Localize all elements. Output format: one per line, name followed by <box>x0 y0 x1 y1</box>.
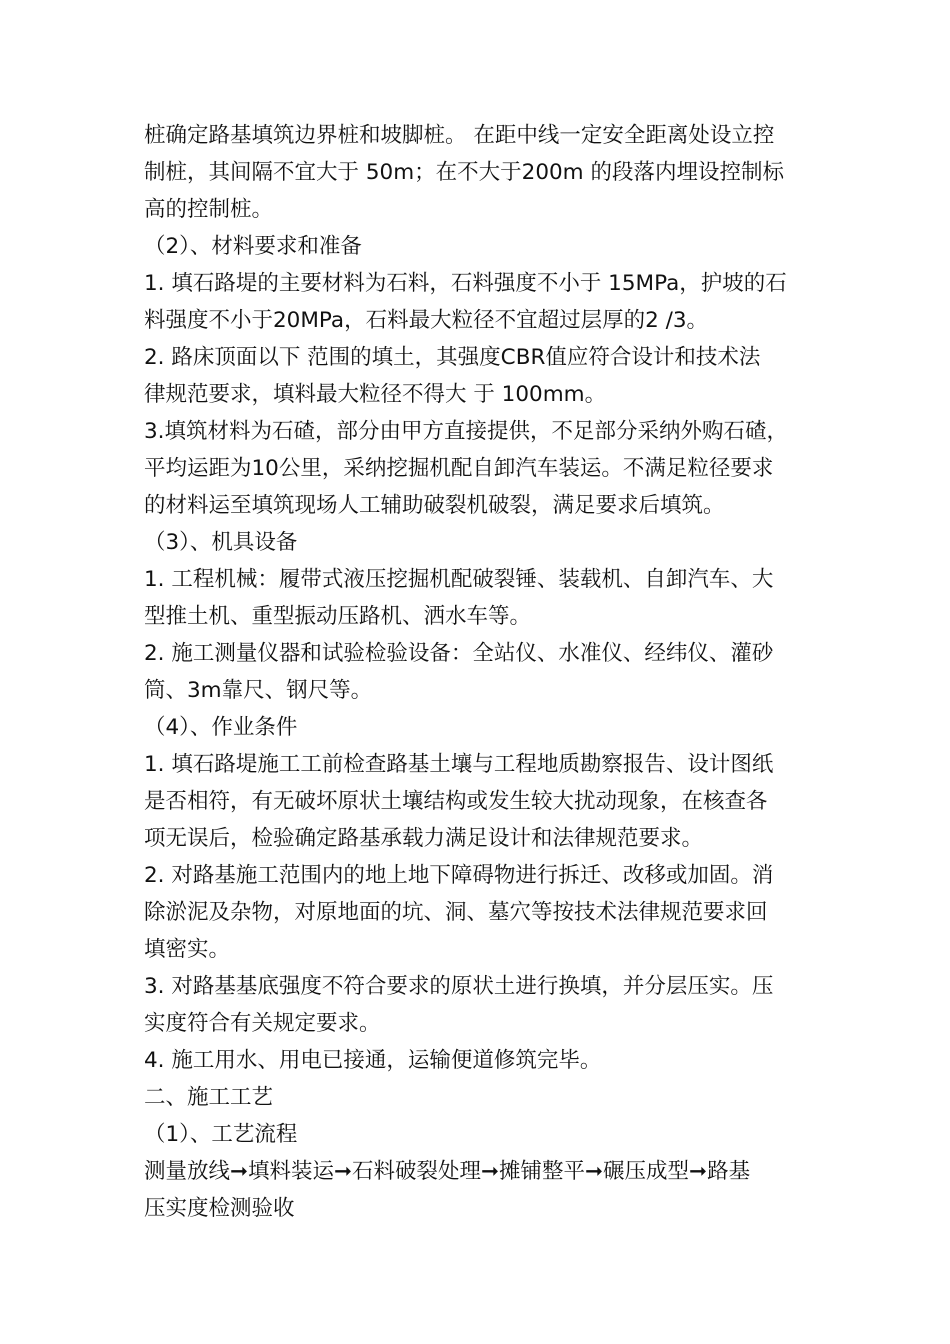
text-line: 2. 对路基施工范围内的地上地下障碍物进行拆迁、改移或加固。消 <box>144 863 774 888</box>
chapter-heading-process: 二、施工工艺 <box>144 1085 274 1110</box>
text-line: 是否相符，有无破坏原状土壤结构或发生较大扰动现象，在核查各 <box>144 789 768 814</box>
section-heading-conditions: （4）、作业条件 <box>144 715 298 740</box>
text-line: 除淤泥及杂物，对原地面的坑、洞、墓穴等按技术法律规范要求回 <box>144 900 768 925</box>
text-line: 平均运距为10公里，采纳挖掘机配自卸汽车装运。不满足粒径要求 <box>144 456 774 481</box>
text-line: 制桩，其间隔不宜大于 50m；在不大于200m 的段落内埋设控制标 <box>144 160 784 185</box>
text-line: 4. 施工用水、用电已接通，运输便道修筑完毕。 <box>144 1048 602 1073</box>
text-line: 3.填筑材料为石碴，部分由甲方直接提供，不足部分采纳外购石碴， <box>144 419 789 444</box>
text-line: 项无误后，检验确定路基承载力满足设计和法律规范要求。 <box>144 826 704 851</box>
text-line: 料强度不小于20MPa，石料最大粒径不宜超过层厚的2 /3。 <box>144 308 709 333</box>
section-heading-equipment: （3）、机具设备 <box>144 530 298 555</box>
text-line: 填密实。 <box>144 937 231 962</box>
text-line: 的材料运至填筑现场人工辅助破裂机破裂，满足要求后填筑。 <box>144 493 725 518</box>
text-line: 桩确定路基填筑边界桩和坡脚桩。 在距中线一定安全距离处设立控 <box>144 123 775 148</box>
text-line: 实度符合有关规定要求。 <box>144 1011 381 1036</box>
section-heading-materials: （2）、材料要求和准备 <box>144 234 362 259</box>
text-line: 2. 路床顶面以下 范围的填土，其强度CBR值应符合设计和技术法 <box>144 345 761 370</box>
text-line: 型推土机、重型振动压路机、洒水车等。 <box>144 604 532 629</box>
section-heading-flow: （1）、工艺流程 <box>144 1122 298 1147</box>
text-line: 筒、3m靠尺、钢尺等。 <box>144 678 373 703</box>
text-line: 3. 对路基基底强度不符合要求的原状土进行换填，并分层压实。压 <box>144 974 774 999</box>
text-line: 2. 施工测量仪器和试验检验设备：全站仪、水准仪、经纬仪、灌砂 <box>144 641 774 666</box>
text-line: 高的控制桩。 <box>144 197 274 222</box>
process-flow-line: 压实度检测验收 <box>144 1196 295 1221</box>
text-line: 律规范要求，填料最大粒径不得大 于 100mm。 <box>144 382 607 407</box>
text-line: 1. 填石路堤施工工前检查路基土壤与工程地质勘察报告、设计图纸 <box>144 752 774 777</box>
process-flow-line: 测量放线➞填料装运➞石料破裂处理➞摊铺整平➞碾压成型➞路基 <box>144 1159 751 1184</box>
document-body <box>144 117 814 1227</box>
text-line: 1. 填石路堤的主要材料为石料，石料强度不小于 15MPa，护坡的石 <box>144 271 787 296</box>
text-line: 1. 工程机械：履带式液压挖掘机配破裂锤、装载机、自卸汽车、大 <box>144 567 774 592</box>
